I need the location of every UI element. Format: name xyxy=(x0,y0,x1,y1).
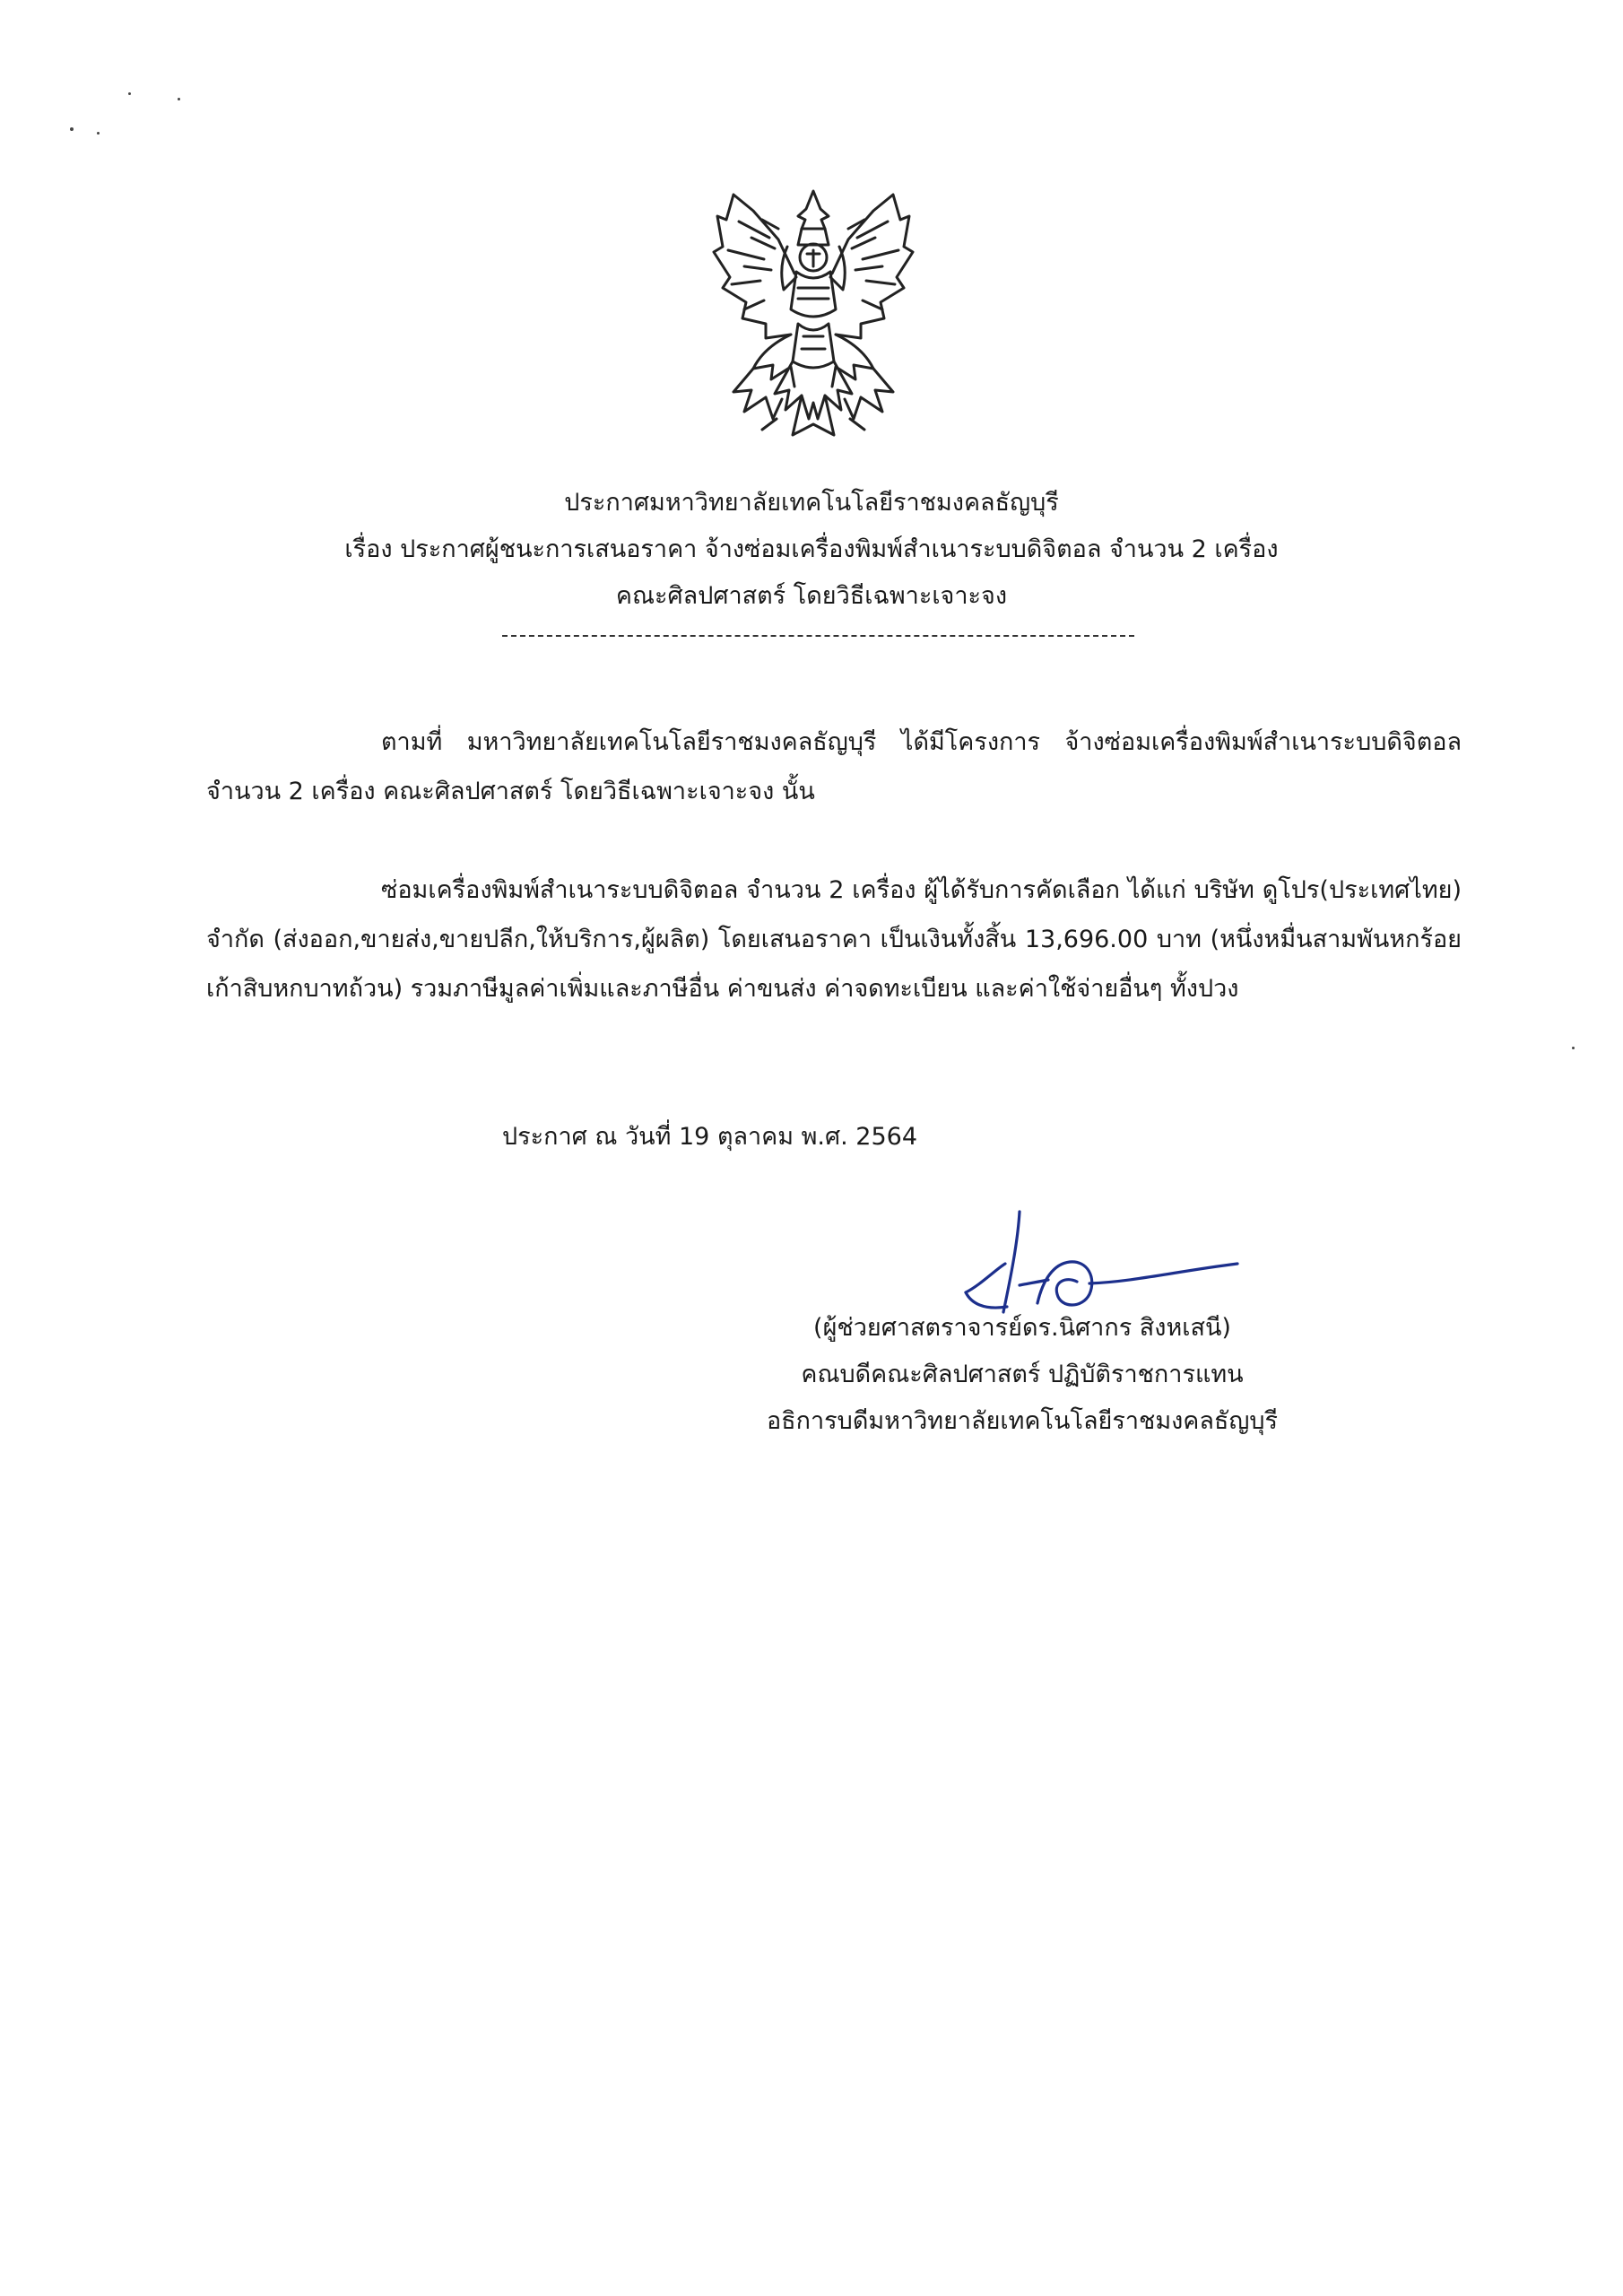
title-separator xyxy=(502,635,1134,637)
signer-block xyxy=(699,1305,1345,1445)
title-line-2: เรื่อง ประกาศผู้ชนะการเสนอราคา จ้างซ่อมเครื่องพิมพ์สำเนาระบบดิจิตอล จำนวน 2 เครื่อง xyxy=(344,535,1279,563)
title-line-1: ประกาศมหาวิทยาลัยเทคโนโลยีราชมงคลธัญบุรี xyxy=(564,489,1059,517)
paragraph-1: ตามที่ มหาวิทยาลัยเทคโนโลยีราชมงคลธัญบุรี ได้มีโครงการ จ้างซ่อมเครื่องพิมพ์สำเนาระบบดิจิตอล จำนวน 2 เครื่อง คณะศิลปศาสตร์ โดยวิธีเฉพาะเจาะจง นั้น xyxy=(206,728,1462,805)
announcement-title xyxy=(0,480,1623,620)
signer-name: (ผู้ช่วยศาสตราจารย์ดร.นิศากร สิงหเสนี) xyxy=(813,1314,1231,1342)
title-line-3: คณะศิลปศาสตร์ โดยวิธีเฉพาะเจาะจง xyxy=(615,582,1008,610)
handwritten-signature xyxy=(964,1206,1251,1318)
paragraph-2-block xyxy=(206,865,1462,1013)
scan-speck xyxy=(1572,1047,1575,1049)
signer-position: คณบดีคณะศิลปศาสตร์ ปฏิบัติราชการแทน xyxy=(801,1361,1244,1388)
paragraph-1-block xyxy=(206,718,1462,816)
scan-speck xyxy=(70,127,74,131)
scan-speck xyxy=(178,98,180,100)
announcement-date: ประกาศ ณ วันที่ 19 ตุลาคม พ.ศ. 2564 xyxy=(502,1123,918,1151)
garuda-emblem-icon xyxy=(708,184,919,448)
scan-speck xyxy=(97,132,100,135)
paragraph-2: ซ่อมเครื่องพิมพ์สำเนาระบบดิจิตอล จำนวน 2 เครื่อง ผู้ได้รับการคัดเลือก ได้แก่ บริษัท ดูโปร(ประเทศไทย) จำกัด (ส่งออก,ขายส่ง,ขายปลีก,ให้บริการ,ผู้ผลิต) โดยเสนอราคา เป็นเงินทั้งสิ้น 13,696.00 บาท (หนึ่งหมื่นสามพันหกร้อยเก้าสิบหกบาทถ้วน) รวมภาษีมูลค่าเพิ่มและภาษีอื่น ค่าขนส่ง ค่าจดทะเบียน และค่าใช้จ่ายอื่นๆ ทั้งปวง xyxy=(206,876,1462,1003)
signer-authority: อธิการบดีมหาวิทยาลัยเทคโนโลยีราชมงคลธัญบุรี xyxy=(766,1407,1279,1435)
scan-speck xyxy=(128,92,131,95)
